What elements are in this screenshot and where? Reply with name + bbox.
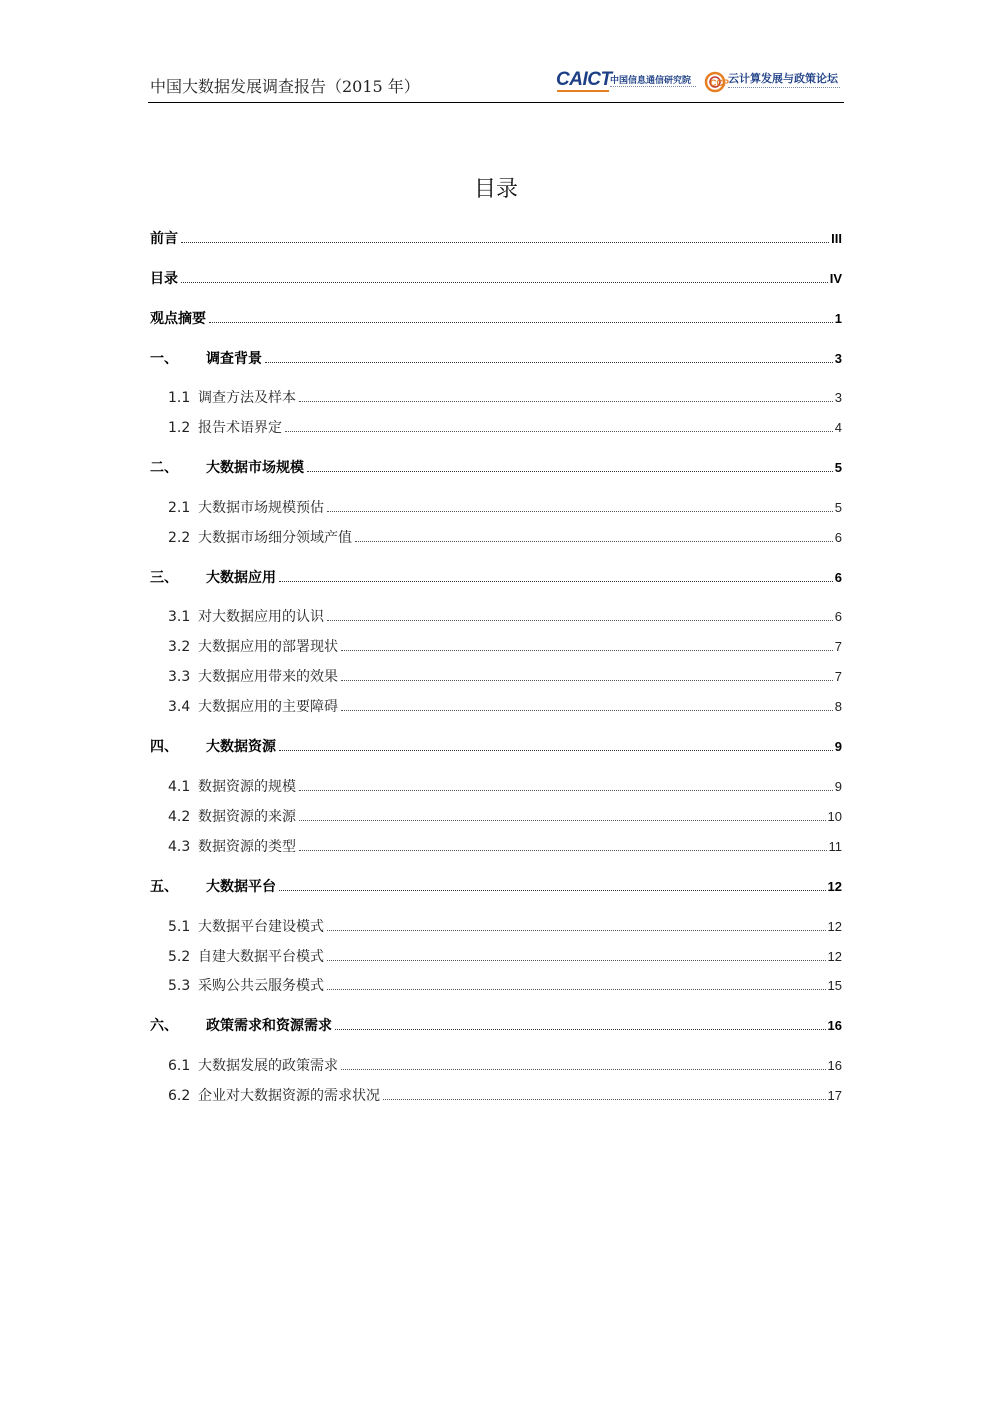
toc-number: 一、	[150, 351, 178, 367]
toc-page-number: 9	[834, 779, 842, 794]
toc-label: 调查方法及样本	[198, 390, 296, 406]
toc-label: 数据资源的来源	[198, 809, 296, 825]
toc-page-number: 6	[834, 609, 842, 624]
toc-subentry[interactable]	[150, 916, 842, 936]
header-title: 中国大数据发展调查报告（2015 年）	[150, 77, 420, 96]
toc-label: 采购公共云服务模式	[198, 978, 324, 994]
toc-subentry[interactable]	[150, 497, 842, 517]
toc-number: 二、	[150, 460, 178, 476]
toc-label: 大数据市场细分领域产值	[198, 530, 352, 546]
toc-subentry[interactable]	[150, 836, 842, 856]
page-title: 目录	[473, 177, 518, 202]
toc-label: 数据资源的规模	[198, 779, 296, 795]
toc-page-number: 5	[834, 500, 842, 515]
toc-page-number: 3	[834, 390, 842, 405]
toc-page-number: 3	[834, 351, 842, 366]
toc-page-number: III	[831, 231, 842, 246]
ccp-logo-icon	[704, 71, 730, 93]
toc-leader-dots	[383, 1099, 826, 1100]
toc-number: 4.1	[168, 779, 191, 795]
toc-subentry[interactable]	[150, 696, 842, 716]
toc-subentry[interactable]	[150, 666, 842, 686]
toc-label: 大数据应用带来的效果	[198, 669, 338, 685]
toc-entry[interactable]	[150, 567, 842, 587]
toc-label: 对大数据应用的认识	[198, 609, 324, 625]
toc-page-number: 15	[827, 978, 842, 993]
toc-subentry[interactable]	[150, 387, 842, 407]
caict-logo	[556, 69, 698, 95]
toc-leader-dots	[341, 710, 833, 711]
toc-number: 1.1	[168, 390, 191, 406]
toc-subentry[interactable]	[150, 946, 842, 966]
toc-label: 大数据平台	[206, 879, 276, 895]
toc-label: 企业对大数据资源的需求状况	[198, 1088, 380, 1104]
toc-subentry[interactable]	[150, 606, 842, 626]
toc-leader-dots	[341, 650, 833, 651]
toc-entry[interactable]	[150, 308, 842, 328]
toc-number: 4.3	[168, 839, 191, 855]
toc-label: 大数据平台建设模式	[198, 919, 324, 935]
ccp-logo-mark-text: CCP	[710, 78, 730, 88]
toc-leader-dots	[335, 1029, 826, 1030]
toc-label: 大数据应用	[206, 570, 276, 586]
toc-label: 大数据资源	[206, 739, 276, 755]
toc-label: 大数据应用的主要障碍	[198, 699, 338, 715]
toc-page-number: 11	[828, 839, 842, 854]
toc-page-number: 12	[827, 919, 842, 934]
toc-number: 6.2	[168, 1088, 191, 1104]
toc-label: 自建大数据平台模式	[198, 949, 324, 965]
toc-page-number: 7	[834, 669, 842, 684]
toc-leader-dots	[285, 431, 833, 432]
toc-page-number: 16	[827, 1058, 842, 1073]
toc-entry[interactable]	[150, 736, 842, 756]
toc-leader-dots	[299, 820, 826, 821]
toc-page-number: 12	[827, 879, 842, 894]
toc-page-number: 17	[827, 1088, 842, 1103]
toc-page-number: 4	[834, 420, 842, 435]
toc-label: 调查背景	[206, 351, 262, 367]
toc-number: 六、	[150, 1018, 178, 1034]
toc-page-number: 12	[827, 949, 842, 964]
toc-subentry[interactable]	[150, 776, 842, 796]
ccp-logo-subtext	[728, 87, 840, 90]
toc-leader-dots	[341, 680, 833, 681]
toc-subentry[interactable]	[150, 806, 842, 826]
ccp-logo-cn: 云计算发展与政策论坛	[728, 72, 838, 85]
toc-label: 报告术语界定	[198, 420, 282, 436]
toc-leader-dots	[327, 930, 826, 931]
toc-entry[interactable]	[150, 1015, 842, 1035]
toc-leader-dots	[327, 620, 833, 621]
toc-label: 目录	[150, 271, 178, 287]
toc-label: 前言	[150, 231, 178, 247]
toc-number: 5.1	[168, 919, 191, 935]
toc-page-number: 8	[834, 699, 842, 714]
toc-leader-dots	[327, 511, 833, 512]
caict-logo-subtext	[610, 86, 696, 90]
toc-number: 三、	[150, 570, 178, 586]
toc-page-number: 5	[834, 460, 842, 475]
toc-leader-dots	[299, 401, 833, 402]
toc-subentry[interactable]	[150, 636, 842, 656]
toc-page-number: 7	[834, 639, 842, 654]
toc-page-number: 6	[834, 530, 842, 545]
toc-label: 大数据市场规模预估	[198, 500, 324, 516]
toc-leader-dots	[355, 541, 833, 542]
toc-leader-dots	[279, 750, 833, 751]
toc-number: 4.2	[168, 809, 191, 825]
toc-page-number: 16	[827, 1018, 842, 1033]
toc-subentry[interactable]	[150, 1085, 842, 1105]
toc-leader-dots	[209, 322, 833, 323]
toc-label: 大数据应用的部署现状	[198, 639, 338, 655]
toc-entry[interactable]	[150, 457, 842, 477]
toc-leader-dots	[299, 850, 827, 851]
caict-logo-mark: CAICT	[556, 69, 612, 90]
toc-page-number: IV	[829, 271, 842, 286]
caict-logo-underline	[557, 90, 609, 92]
toc-number: 1.2	[168, 420, 191, 436]
caict-logo-cn: 中国信息通信研究院	[610, 76, 692, 86]
toc-entry[interactable]	[150, 876, 842, 896]
ccp-forum-logo	[704, 68, 844, 96]
toc-entry[interactable]	[150, 348, 842, 368]
toc-leader-dots	[181, 242, 829, 243]
toc-subentry[interactable]	[150, 417, 842, 437]
toc-label: 政策需求和资源需求	[206, 1018, 332, 1034]
toc-label: 大数据市场规模	[206, 460, 304, 476]
toc-entry[interactable]	[150, 228, 842, 248]
toc-label: 观点摘要	[150, 311, 206, 327]
toc-number: 5.3	[168, 978, 191, 994]
toc-number: 3.3	[168, 669, 191, 685]
toc-label: 大数据发展的政策需求	[198, 1058, 338, 1074]
toc-page-number: 1	[834, 311, 842, 326]
toc-leader-dots	[265, 362, 833, 363]
toc-number: 3.1	[168, 609, 191, 625]
toc-number: 6.1	[168, 1058, 191, 1074]
toc-leader-dots	[327, 989, 826, 990]
toc-number: 5.2	[168, 949, 191, 965]
page-header	[148, 66, 844, 103]
toc-leader-dots	[327, 960, 826, 961]
toc-label: 数据资源的类型	[198, 839, 296, 855]
toc-leader-dots	[279, 581, 833, 582]
toc-number: 3.4	[168, 699, 191, 715]
toc-leader-dots	[341, 1069, 826, 1070]
toc-leader-dots	[279, 890, 826, 891]
toc-page-number: 6	[834, 570, 842, 585]
toc-subentry[interactable]	[150, 975, 842, 995]
toc-leader-dots	[181, 282, 828, 283]
toc-number: 2.2	[168, 530, 191, 546]
toc-subentry[interactable]	[150, 527, 842, 547]
toc-number: 2.1	[168, 500, 191, 516]
toc-number: 3.2	[168, 639, 191, 655]
toc-leader-dots	[307, 471, 833, 472]
toc-subentry[interactable]	[150, 1055, 842, 1075]
toc-leader-dots	[299, 790, 833, 791]
toc-entry[interactable]	[150, 268, 842, 288]
toc-page-number: 10	[827, 809, 842, 824]
toc-number: 五、	[150, 879, 178, 895]
toc-number: 四、	[150, 739, 178, 755]
toc-page-number: 9	[834, 739, 842, 754]
